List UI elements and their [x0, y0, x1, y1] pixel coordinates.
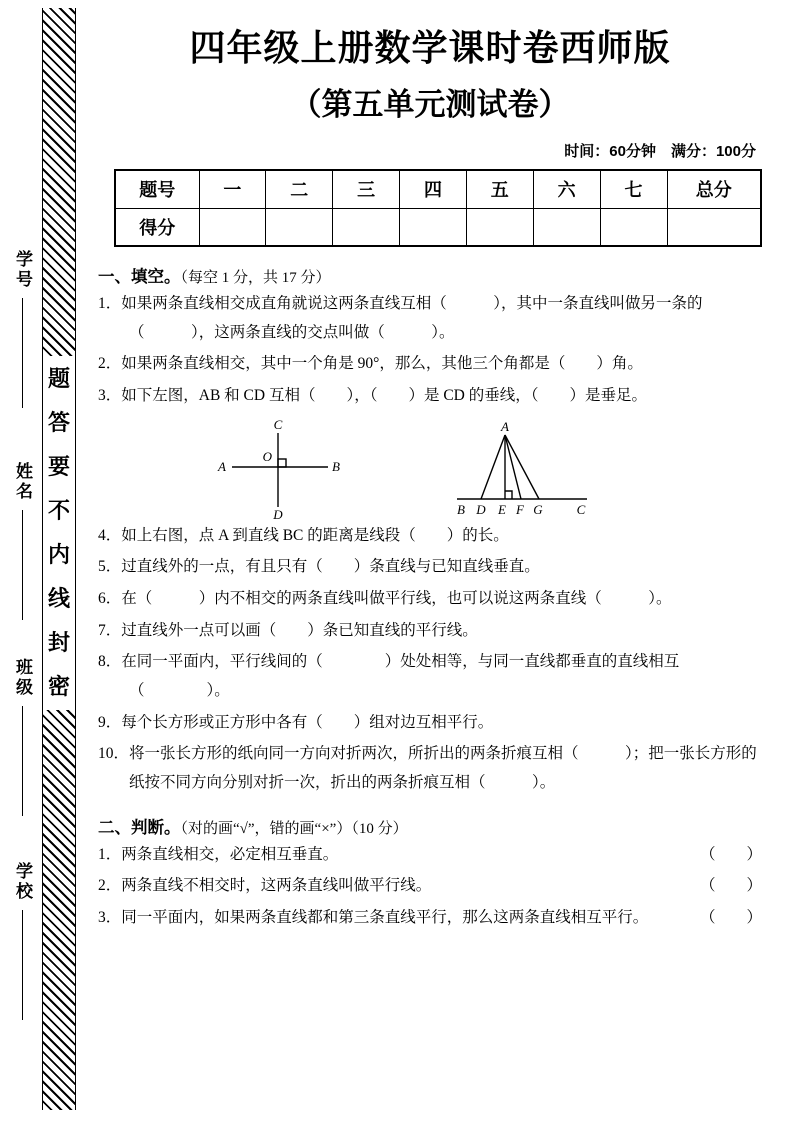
score-col-total: 总分: [667, 170, 761, 208]
figure-point-to-line-distance: [447, 419, 597, 519]
score-cell: [667, 208, 761, 246]
figures-row: [98, 419, 762, 519]
fill-question-3: 3．如下左图，AB 和 CD 互相（ ），（ ）是 CD 的垂线，（ ）是垂足。: [98, 387, 647, 405]
section-fill-note: （每空 1 分，共 17 分）: [180, 270, 331, 286]
score-col-7: 七: [600, 170, 667, 208]
judge-question-2: [98, 872, 762, 901]
exam-meta: 时间：60分钟 满分：100分: [564, 143, 756, 160]
judge-question-3-answer-bracket: （ ）: [699, 909, 762, 927]
section-judge-note: （对的画“√”，错的画“×”）（10 分）: [180, 820, 408, 837]
hatch-pattern-bottom: [43, 710, 75, 1110]
score-cell: [466, 208, 533, 246]
score-col-1: 一: [199, 170, 266, 208]
fill-question-6: 6．在（ ）内不相交的两条直线叫做平行线，也可以说这两条直线（ ）。: [98, 590, 672, 608]
school-label: 学校: [13, 862, 32, 902]
seal-char: 答: [47, 410, 70, 435]
seal-char: 内: [47, 542, 70, 567]
figure-perpendicular-lines: [216, 419, 342, 519]
judge-question-3: [98, 904, 762, 933]
fig2-label-apex: A: [501, 418, 509, 434]
student-id-field: [10, 250, 35, 408]
school-field: [10, 862, 35, 1020]
fill-question-1: 1．如果两条直线相交成直角就说这两条直线互相（ ），其中一条直线叫做另一条的（ ），这两条直线的交点叫做（ ）。: [98, 295, 703, 341]
score-cell: [600, 208, 667, 246]
fig1-label-d: D: [273, 506, 283, 519]
judge-question-3-text: 3．同一平面内，如果两条直线都和第三条直线平行，那么这两条直线相互平行。: [98, 909, 649, 927]
score-table-header-row: [115, 170, 761, 208]
score-table-score-row: [115, 208, 761, 246]
fill-question-4: 4．如上右图，点 A 到直线 BC 的距离是线段（ ）的长。: [98, 526, 509, 544]
main-content: [98, 20, 762, 933]
score-table-corner-label: 题号: [115, 170, 199, 208]
fill-question-8: 8．在同一平面内，平行线间的（ ）处处相等，与同一直线都垂直的直线相互（ ）。: [98, 653, 680, 700]
seal-char: 线: [47, 586, 70, 611]
fill-question-9: 9．每个长方形或正方形中各有（ ）组对边互相平行。: [98, 713, 494, 731]
fig2-label-f: F: [516, 501, 524, 517]
seal-char: 题: [47, 366, 70, 391]
seal-line-rail: [42, 8, 76, 1110]
fill-question-5: 5．过直线外的一点，有且只有（ ）条直线与已知直线垂直。: [98, 558, 540, 576]
student-name-label: 姓名: [13, 462, 32, 502]
student-name-field: [10, 462, 35, 620]
fill-question-2: 2．如果两条直线相交，其中一个角是 90°，那么，其他三个角都是（ ）角。: [98, 355, 643, 373]
seal-line-text: [48, 356, 70, 710]
score-cell: [199, 208, 266, 246]
section-judge-heading: [98, 814, 762, 838]
class-blank-line: [22, 706, 24, 816]
seal-char: 封: [47, 630, 70, 655]
score-cell: [400, 208, 467, 246]
class-label: 班级: [13, 658, 32, 698]
score-cell: [266, 208, 333, 246]
fig2-label-c: C: [576, 501, 586, 517]
student-id-label: 学号: [13, 250, 32, 290]
judge-question-1-text: 1．两条直线相交，必定相互垂直。: [98, 845, 339, 863]
score-col-6: 六: [533, 170, 600, 208]
score-row-label: 得分: [115, 208, 199, 246]
fig2-label-d: D: [476, 501, 486, 517]
page-subtitle: （第五单元测试卷）: [290, 87, 570, 122]
fill-question-10: 10．将一张长方形的纸向同一方向对折两次，所折出的两条折痕互相（ ）；把一张长方形的纸按不同方向分别对折一次，折出的两条折痕互相（ ）。: [98, 745, 757, 792]
student-name-blank-line: [22, 510, 24, 620]
hatch-pattern-top: [43, 8, 75, 356]
seal-char: 不: [47, 498, 70, 523]
judge-question-2-text: 2．两条直线不相交时，这两条直线叫做平行线。: [98, 877, 432, 895]
section-judge-title: 二、判断。: [98, 818, 181, 837]
judge-question-1-answer-bracket: （ ）: [699, 845, 762, 863]
score-col-2: 二: [266, 170, 333, 208]
school-blank-line: [22, 910, 24, 1020]
judge-question-1: [98, 841, 762, 870]
fig1-label-a: A: [218, 458, 226, 474]
score-col-3: 三: [333, 170, 400, 208]
score-col-4: 四: [400, 170, 467, 208]
fill-question-7: 7．过直线外一点可以画（ ）条已知直线的平行线。: [98, 621, 478, 639]
score-cell: [333, 208, 400, 246]
score-table: [114, 169, 762, 247]
section-judgment: [98, 814, 762, 933]
seal-char: 要: [47, 454, 70, 479]
fig1-label-o: O: [262, 448, 272, 464]
page-title: 四年级上册数学课时卷西师版: [189, 27, 671, 68]
section-fill-title: 一、填空。: [98, 268, 181, 286]
score-cell: [533, 208, 600, 246]
fig2-label-b: B: [457, 501, 465, 517]
student-id-blank-line: [22, 298, 24, 408]
fig2-label-e: E: [498, 501, 506, 517]
seal-char: 密: [47, 674, 70, 699]
score-col-5: 五: [466, 170, 533, 208]
fig1-label-b: B: [332, 458, 340, 474]
section-fill-heading: [98, 263, 762, 287]
fig1-label-c: C: [273, 418, 283, 432]
judge-question-2-answer-bracket: （ ）: [699, 877, 762, 895]
fig2-label-g: G: [533, 501, 543, 517]
section-fill-blanks: [98, 263, 762, 798]
class-field: [10, 658, 35, 816]
